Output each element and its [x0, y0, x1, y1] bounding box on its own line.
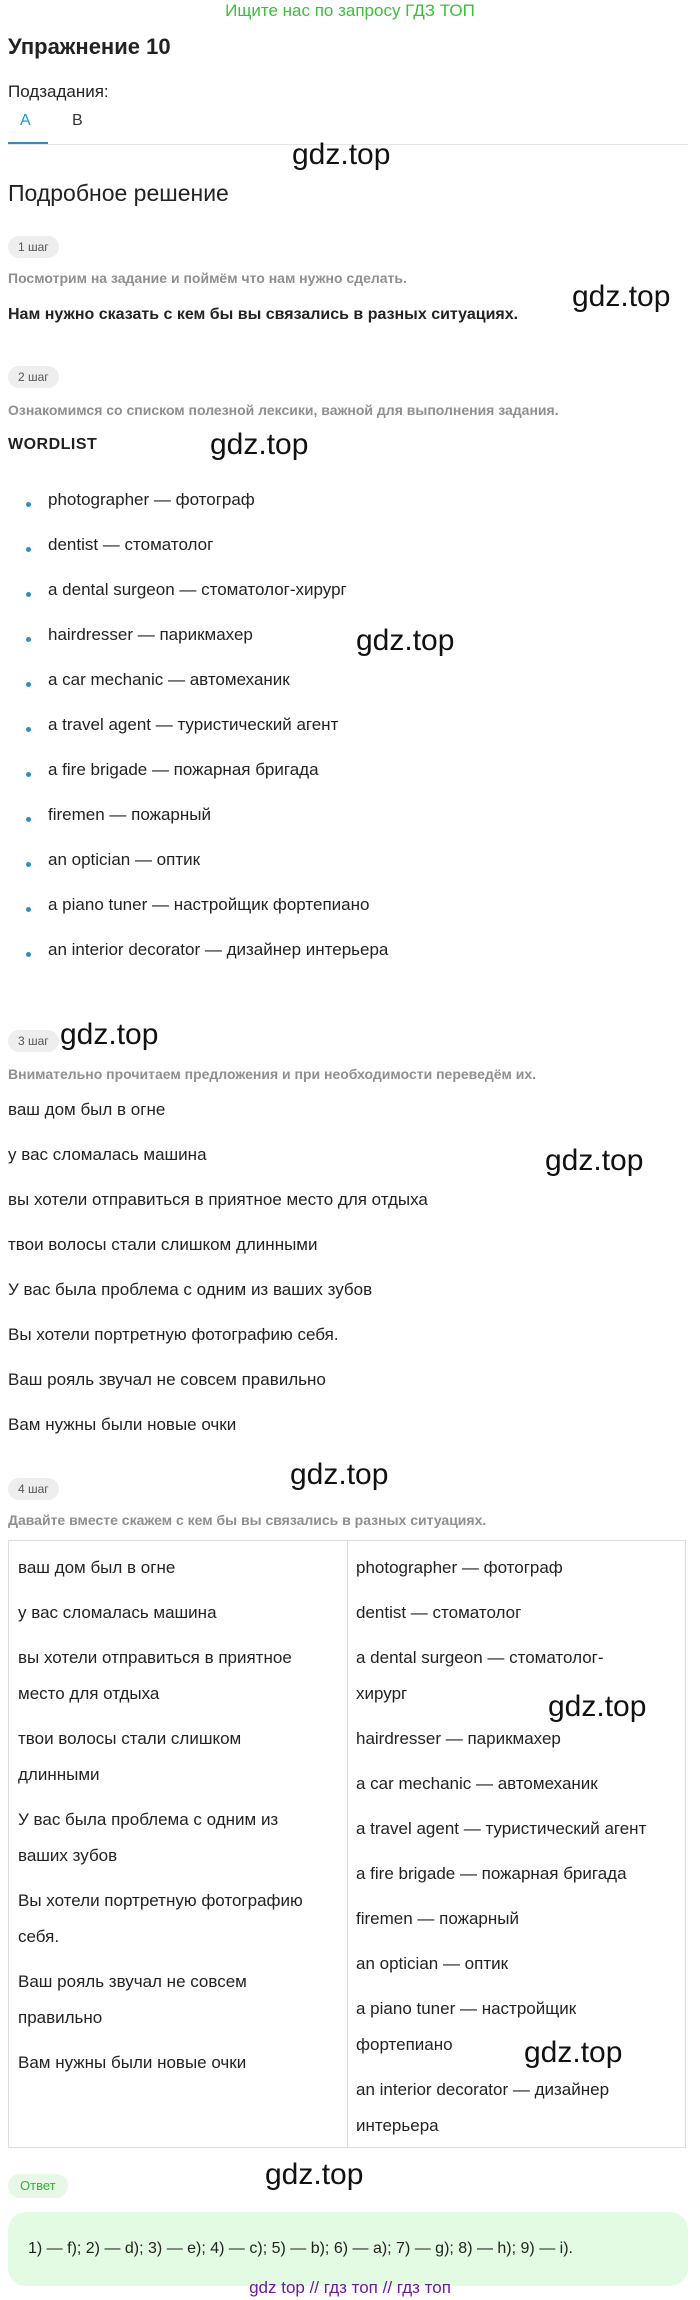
- wordlist-item: a car mechanic — автомеханик: [48, 670, 290, 689]
- step-badge: 4 шаг: [8, 1478, 59, 1500]
- situation-line: Вам нужны были новые очки: [8, 1415, 237, 1434]
- active-tab-indicator: [8, 142, 48, 144]
- subtasks-label: Подзадания:: [8, 82, 109, 101]
- wordlist-item: hairdresser — парикмахер: [48, 625, 253, 644]
- wordlist-item: a dental surgeon — стоматолог-хирург: [48, 580, 347, 599]
- bullet-icon: [26, 682, 31, 687]
- wordlist-item: an optician — оптик: [48, 850, 201, 869]
- table-cell-line: a fire brigade — пожарная бригада: [356, 1864, 627, 1883]
- step-badge: 3 шаг: [8, 1030, 59, 1052]
- bullet-icon: [26, 772, 31, 777]
- situation-line: у вас сломалась машина: [8, 1145, 207, 1164]
- situation-line: У вас была проблема с одним из ваших зубов: [8, 1280, 373, 1299]
- promo-banner[interactable]: Ищите нас по запросу ГДЗ ТОП: [225, 1, 475, 20]
- section-title: Подробное решение: [8, 180, 229, 206]
- footer-link[interactable]: gdz top // гдз топ // гдз топ: [249, 2278, 451, 2297]
- table-cell-line: a car mechanic — автомеханик: [356, 1774, 598, 1793]
- step-badge: 2 шаг: [8, 366, 59, 388]
- table-cell-line: Вам нужны были новые очки: [18, 2053, 247, 2072]
- table-cell-line: длинными: [18, 1765, 100, 1784]
- step-note: Посмотрим на задание и поймём что нам нужно сделать.: [8, 270, 407, 286]
- step-text: Нам нужно сказать с кем бы вы связались в разных ситуациях.: [8, 306, 519, 323]
- watermark: gdz.top: [356, 624, 455, 657]
- wordlist-item: an interior decorator — дизайнер интерьера: [48, 940, 389, 959]
- table-cell-line: photographer — фотограф: [356, 1558, 563, 1577]
- watermark: gdz.top: [265, 2158, 364, 2191]
- step-note: Внимательно прочитаем предложения и при необходимости переведём их.: [8, 1066, 537, 1082]
- answer-badge: Ответ: [8, 2174, 68, 2198]
- table-cell-line: интерьера: [356, 2116, 439, 2135]
- situation-line: твои волосы стали слишком длинными: [8, 1235, 318, 1254]
- watermark: gdz.top: [524, 2036, 623, 2069]
- table-divider: [347, 1540, 348, 2148]
- bullet-icon: [26, 547, 31, 552]
- table-cell-line: an interior decorator — дизайнер: [356, 2080, 610, 2099]
- table-cell-line: твои волосы стали слишком: [18, 1729, 242, 1748]
- tab-b[interactable]: B: [72, 112, 83, 129]
- table-cell-line: an optician — оптик: [356, 1954, 509, 1973]
- table-cell-line: ваших зубов: [18, 1846, 118, 1865]
- answer-text: 1) — f); 2) — d); 3) — e); 4) — c); 5) — b); 6) — a); 7) — g); 8) — h); 9) — i).: [28, 2240, 573, 2257]
- tab-a[interactable]: A: [20, 112, 31, 129]
- wordlist-item: dentist — стоматолог: [48, 535, 214, 554]
- situation-line: Вы хотели портретную фотографию себя.: [8, 1325, 339, 1344]
- step-note: Ознакомимся со списком полезной лексики, важной для выполнения задания.: [8, 402, 559, 418]
- wordlist-item: a fire brigade — пожарная бригада: [48, 760, 319, 779]
- wordlist-item: photographer — фотограф: [48, 490, 255, 509]
- bullet-icon: [26, 592, 31, 597]
- exercise-title: Упражнение 10: [8, 34, 171, 59]
- table-cell-line: Ваш рояль звучал не совсем: [18, 1972, 247, 1991]
- bullet-icon: [26, 817, 31, 822]
- table-cell-line: правильно: [18, 2008, 103, 2027]
- situation-line: вы хотели отправиться в приятное место для отдыха: [8, 1190, 428, 1209]
- wordlist-item: a piano tuner — настройщик фортепиано: [48, 895, 370, 914]
- watermark: gdz.top: [292, 138, 391, 171]
- bullet-icon: [26, 502, 31, 507]
- table-cell-line: firemen — пожарный: [356, 1909, 519, 1928]
- table-cell-line: Вы хотели портретную фотографию: [18, 1891, 303, 1910]
- table-cell-line: вы хотели отправиться в приятное: [18, 1648, 292, 1667]
- table-cell-line: хирург: [356, 1684, 408, 1703]
- watermark: gdz.top: [60, 1018, 159, 1051]
- situation-line: Ваш рояль звучал не совсем правильно: [8, 1370, 326, 1389]
- watermark: gdz.top: [210, 428, 309, 461]
- table-cell-line: ваш дом был в огне: [18, 1558, 176, 1577]
- bullet-icon: [26, 862, 31, 867]
- step-note: Давайте вместе скажем с кем бы вы связались в разных ситуациях.: [8, 1512, 487, 1528]
- bullet-icon: [26, 727, 31, 732]
- wordlist-heading: WORDLIST: [8, 436, 98, 453]
- table-cell-line: a dental surgeon — стоматолог-: [356, 1648, 604, 1667]
- situation-line: ваш дом был в огне: [8, 1100, 166, 1119]
- table-cell-line: место для отдыха: [18, 1684, 160, 1703]
- table-cell-line: у вас сломалась машина: [18, 1603, 217, 1622]
- watermark: gdz.top: [290, 1458, 389, 1491]
- watermark: gdz.top: [572, 280, 671, 313]
- table-cell-line: a travel agent — туристический агент: [356, 1819, 647, 1838]
- table-cell-line: dentist — стоматолог: [356, 1603, 522, 1622]
- watermark: gdz.top: [545, 1144, 644, 1177]
- table-cell-line: фортепиано: [356, 2035, 453, 2054]
- bullet-icon: [26, 637, 31, 642]
- wordlist-item: a travel agent — туристический агент: [48, 715, 339, 734]
- table-cell-line: У вас была проблема с одним из: [18, 1810, 279, 1829]
- wordlist-item: firemen — пожарный: [48, 805, 211, 824]
- bullet-icon: [26, 952, 31, 957]
- step-badge: 1 шаг: [8, 236, 59, 258]
- watermark: gdz.top: [548, 1690, 647, 1723]
- table-cell-line: себя.: [18, 1927, 60, 1946]
- table-cell-line: hairdresser — парикмахер: [356, 1729, 561, 1748]
- table-cell-line: a piano tuner — настройщик: [356, 1999, 577, 2018]
- bullet-icon: [26, 907, 31, 912]
